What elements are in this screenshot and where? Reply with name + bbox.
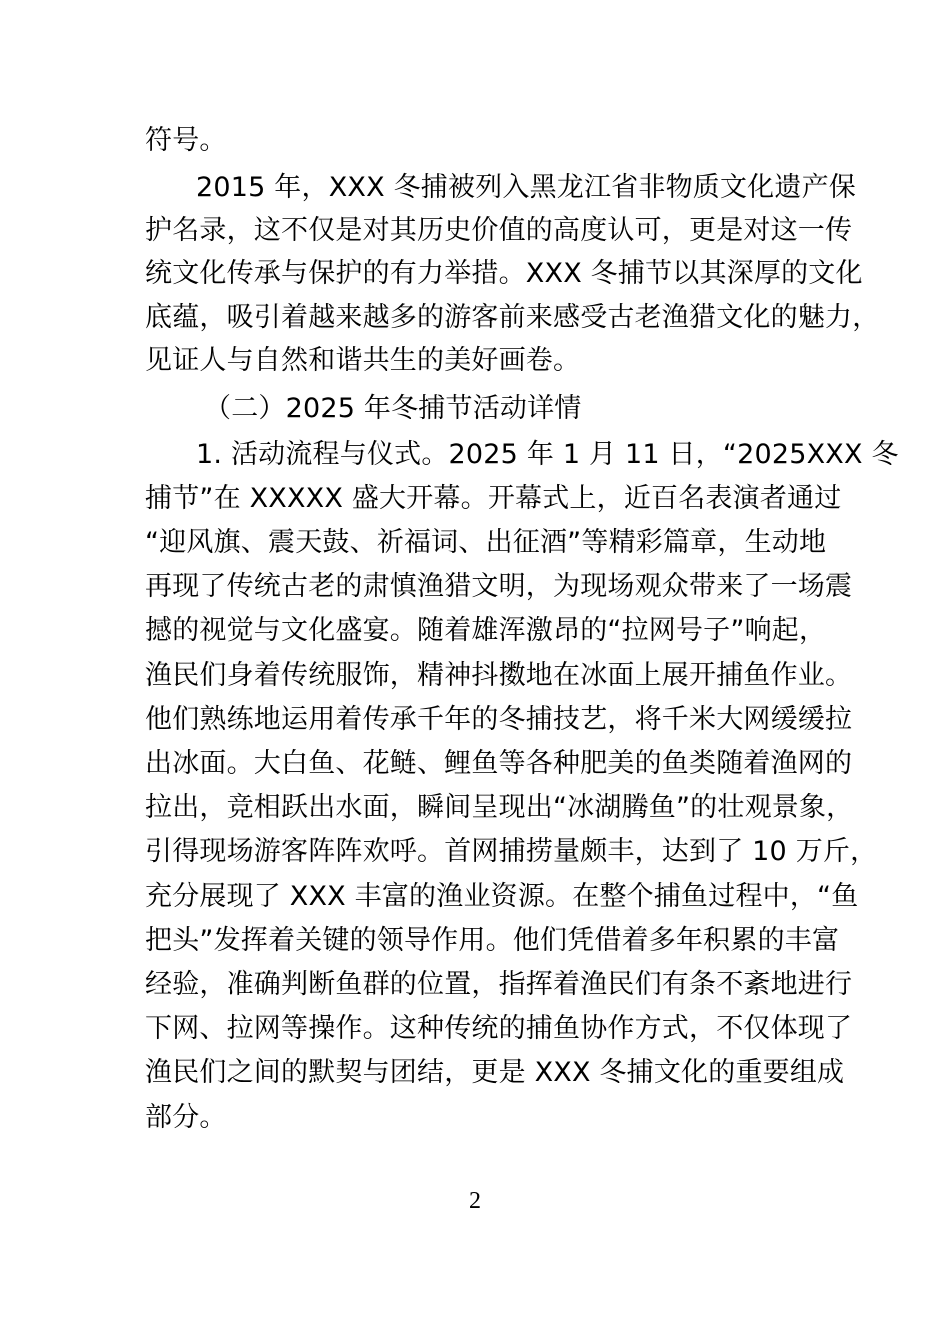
text-line: 经验，准确判断鱼群的位置，指挥着渔民们有条不紊地进行	[145, 969, 853, 1000]
section-heading: （二）2025 年冬捕节活动详情	[204, 393, 582, 424]
text-line: 充分展现了 XXX 丰富的渔业资源。在整个捕鱼过程中，“鱼	[145, 881, 859, 912]
paragraph-start-line: 2015 年，XXX 冬捕被列入黑龙江省非物质文化遗产保	[196, 172, 856, 203]
text-line: 符号。	[145, 125, 227, 156]
text-line: 底蕴，吸引着越来越多的游客前来感受古老渔猎文化的魅力，	[145, 302, 880, 333]
text-line: 渔民们之间的默契与团结，更是 XXX 冬捕文化的重要组成	[145, 1057, 845, 1088]
text-line: 护名录，这不仅是对其历史价值的高度认可，更是对这一传	[145, 215, 853, 246]
text-line: 部分。	[145, 1102, 227, 1133]
text-line: 再现了传统古老的肃慎渔猎文明，为现场观众带来了一场震	[145, 571, 853, 602]
text-line: 他们熟练地运用着传承千年的冬捕技艺，将千米大网缓缓拉	[145, 704, 853, 735]
text-line: 见证人与自然和谐共生的美好画卷。	[145, 345, 581, 376]
paragraph-start-line: 1. 活动流程与仪式。2025 年 1 月 11 日，“2025XXX 冬	[196, 439, 899, 470]
text-line: 统文化传承与保护的有力举措。XXX 冬捕节以其深厚的文化	[145, 258, 863, 289]
text-line: 撼的视觉与文化盛宴。随着雄浑激昂的“拉网号子”响起，	[145, 615, 827, 646]
text-line: 拉出，竞相跃出水面，瞬间呈现出“冰湖腾鱼”的壮观景象，	[145, 792, 854, 823]
text-line: 下网、拉网等操作。这种传统的捕鱼协作方式，不仅体现了	[145, 1013, 853, 1044]
page-number: 2	[469, 1188, 481, 1214]
text-line: 把头”发挥着关键的领导作用。他们凭借着多年积累的丰富	[145, 925, 840, 956]
text-line: “迎风旗、震天鼓、祈福词、出征酒”等精彩篇章，生动地	[145, 527, 827, 558]
text-line: 引得现场游客阵阵欢呼。首网捕捞量颇丰，达到了 10 万斤，	[145, 836, 878, 867]
text-line: 出冰面。大白鱼、花鲢、鲤鱼等各种肥美的鱼类随着渔网的	[145, 748, 853, 779]
text-line: 捕节”在 XXXXX 盛大开幕。开幕式上，近百名表演者通过	[145, 483, 842, 514]
text-line: 渔民们身着传统服饰，精神抖擞地在冰面上展开捕鱼作业。	[145, 660, 853, 691]
